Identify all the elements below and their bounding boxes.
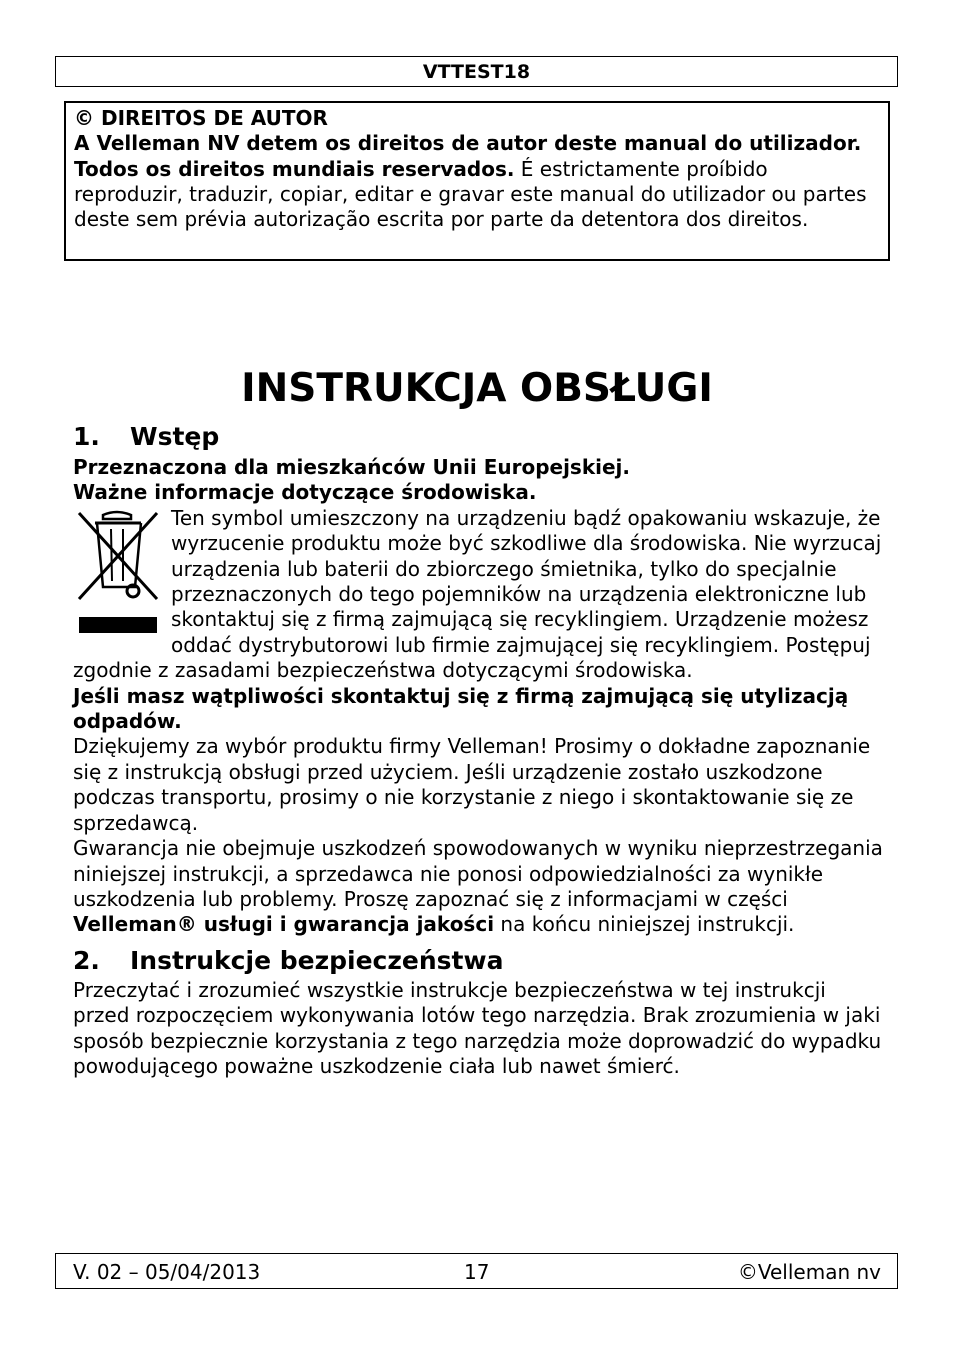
version-date: V. 02 – 05/04/2013 [73, 1260, 261, 1284]
environment-info-heading: Ważne informacje dotyczące środowiska. [73, 480, 537, 505]
warranty-end: na końcu niniejszej instrukcji. [494, 912, 795, 937]
section-1-heading [73, 422, 888, 452]
thanks-paragraph: Dziękujemy za wybór produktu firmy Velleman! Prosimy o dokładne zapoznanie się z instrukcją obsługi przed użyciem. Jeśli urządzenie zostało uszkodzone podczas transportu, prosimy o nie korzystanie z niego i skontaktowanie się ze sprzedawcą. [73, 734, 871, 835]
manual-content [73, 422, 888, 1079]
section-2-title: Instrukcje bezpieczeństwa [130, 945, 504, 975]
page-footer [55, 1253, 898, 1289]
model-name: VTTEST18 [422, 61, 531, 83]
crossed-out-wheelie-bin-icon [73, 507, 163, 642]
warranty-bold-ref: Velleman® usługi i gwarancja jakości [73, 912, 495, 937]
copyright-body [74, 131, 880, 232]
footer-copyright: ©Velleman nv [737, 1260, 881, 1284]
contact-note: Jeśli masz wątpliwości skontaktuj się z firmą zajmującą się utylizacją odpadów. [73, 683, 849, 734]
page-header [55, 56, 898, 87]
section-1-number: 1. [73, 422, 100, 451]
section-2-number: 2. [73, 945, 100, 975]
weee-disposal-text: Ten symbol umieszczony na urządzeniu bądź opakowaniu wskazuje, że wyrzucenie produktu może być szkodliwe dla środowiska. Nie wyrzucaj urządzenia lub baterii do zbiorczego śmietnika, tylko do specjalnie przeznaczonych do tego pojemników na urządzenia elektroniczne lub skontaktuj się z firmą zajmującą się recyklingiem. Urządzenie możesz oddać dystrybutorowi lub firmie zajmującej się recyklingiem. Postępuj zgodnie z zasadami bezpieczeństwa dotyczącymi środowiska. [73, 505, 882, 683]
warranty-text: Gwarancja nie obejmuje uszkodzeń spowodowanych w wyniku nieprzestrzegania niniejszej instrukcji, a sprzedawca nie ponosi odpowiedzialności za wynikłe uszkodzenia lub problemy. Proszę zapoznać się z informacjami w części [73, 836, 883, 911]
eu-residents-note: Przeznaczona dla mieszkańców Unii Europejskiej. [73, 455, 631, 479]
copyright-box [64, 101, 890, 261]
warranty-paragraph [73, 836, 888, 938]
section-1-title: Wstęp [130, 422, 220, 451]
safety-paragraph: Przeczytać i zrozumieć wszystkie instrukcje bezpieczeństwa w tej instrukcji przed rozpoczęciem wykonywania lotów tego narzędzia. Brak zrozumienia w jaki sposób bezpiecznie korzystania z tego narzędzia może doprowadzić do wypadku powodującego poważne uszkodzenie ciała lub nawet śmierć. [73, 977, 882, 1078]
copyright-bold-text: A Velleman NV detem os direitos de autor deste manual do utilizador. Todos os direitos mundiais reservados. [74, 131, 862, 181]
section-2-heading [73, 946, 888, 976]
copyright-text: É estrictamente proíbido reproduzir, traduzir, copiar, editar e gravar este manual do utilizador ou partes deste sem prévia autorização escrita por parte da detentora dos direitos. [74, 156, 867, 232]
page-title: INSTRUKCJA OBSŁUGI [241, 366, 713, 411]
page-number: 17 [464, 1260, 490, 1284]
copyright-heading: © DIREITOS DE AUTOR [74, 106, 328, 130]
